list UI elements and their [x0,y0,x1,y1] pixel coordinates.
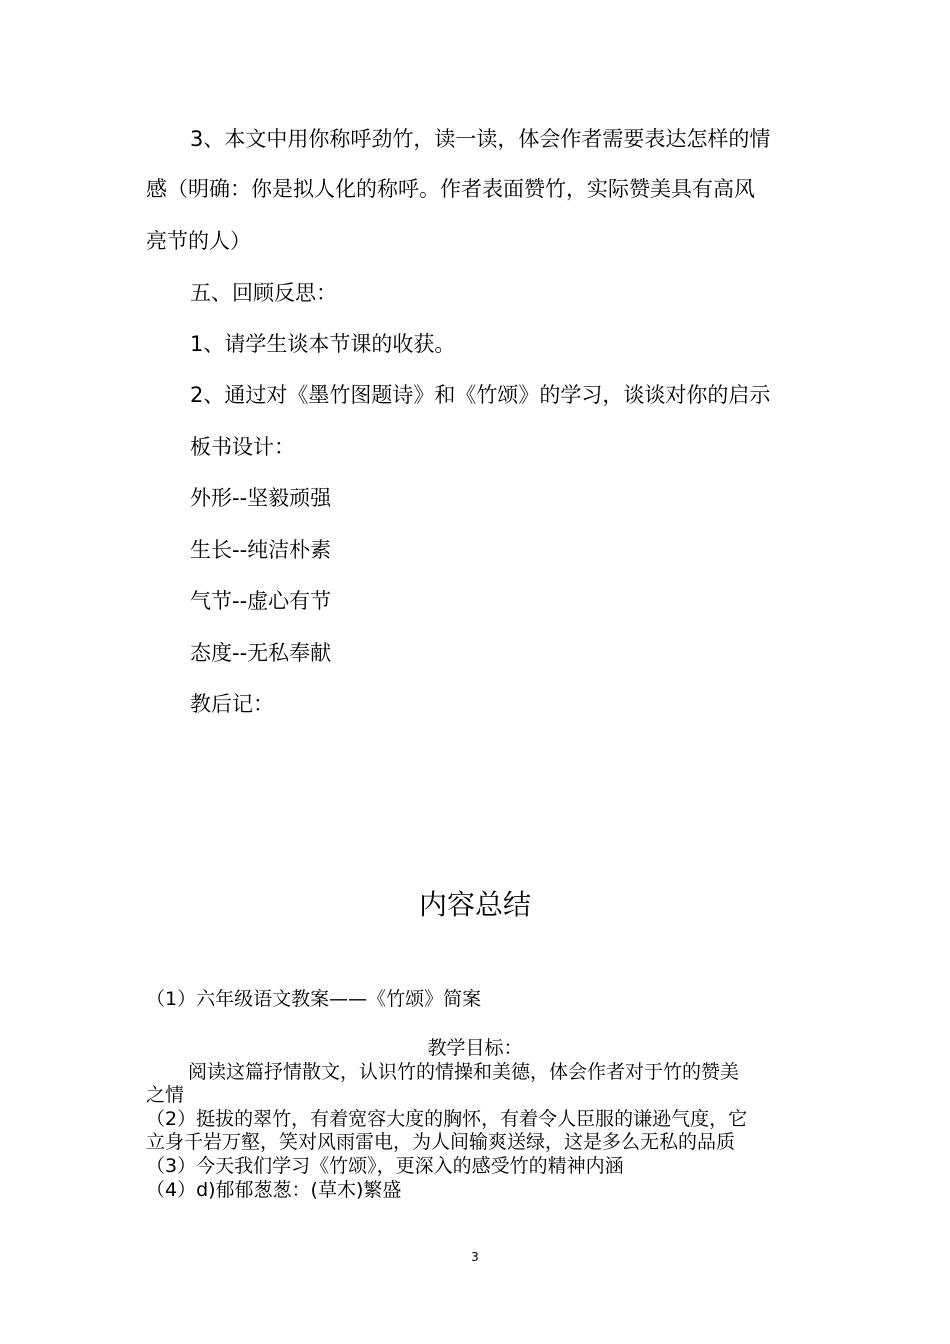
board-item-4: 态度--无私奉献 [190,641,332,665]
board-design-heading: 板书设计： [190,435,295,459]
board-item-2: 生长--纯洁朴素 [190,538,332,562]
body-line-2: 感（明确：你是拟人化的称呼。作者表面赞竹，实际赞美具有高风 [146,177,755,201]
body-line-5: 1、请学生谈本节课的收获。 [190,332,456,356]
board-item-3: 气节--虚心有节 [190,589,332,613]
summary-item-2-line-1: （2）挺拔的翠竹，有着宽容大度的胸怀，有着令人臣服的谦逊气度，它 [146,1108,748,1130]
goal-line-1: 阅读这篇抒情散文，认识竹的情操和美德，体会作者对于竹的赞美 [188,1061,740,1083]
board-item-1: 外形--坚毅顽强 [190,486,332,510]
body-line-3: 亮节的人） [146,229,251,253]
summary-item-2-line-2: 立身千岩万壑，笑对风雨雷电，为人间输爽送绿，这是多么无私的品质 [146,1131,736,1153]
body-line-6: 2、通过对《墨竹图题诗》和《竹颂》的学习，谈谈对你的启示 [190,383,771,407]
summary-item-3: （3）今天我们学习《竹颂》，更深入的感受竹的精神内涵 [146,1155,624,1177]
summary-item-4: （4）d)郁郁葱葱：(草木)繁盛 [146,1179,402,1201]
body-line-1: 3、本文中用你称呼劲竹，读一读，体会作者需要表达怎样的情 [190,127,771,151]
section-heading-review: 五、回顾反思： [190,281,337,305]
summary-item-1: （1）六年级语文教案——《竹颂》简案 [146,988,482,1010]
page-number: 3 [471,1250,479,1264]
summary-title: 内容总结 [418,888,531,921]
goal-line-2: 之情 [146,1084,185,1106]
goal-heading: 教学目标： [427,1037,523,1059]
post-lesson-notes: 教后记： [190,692,274,716]
